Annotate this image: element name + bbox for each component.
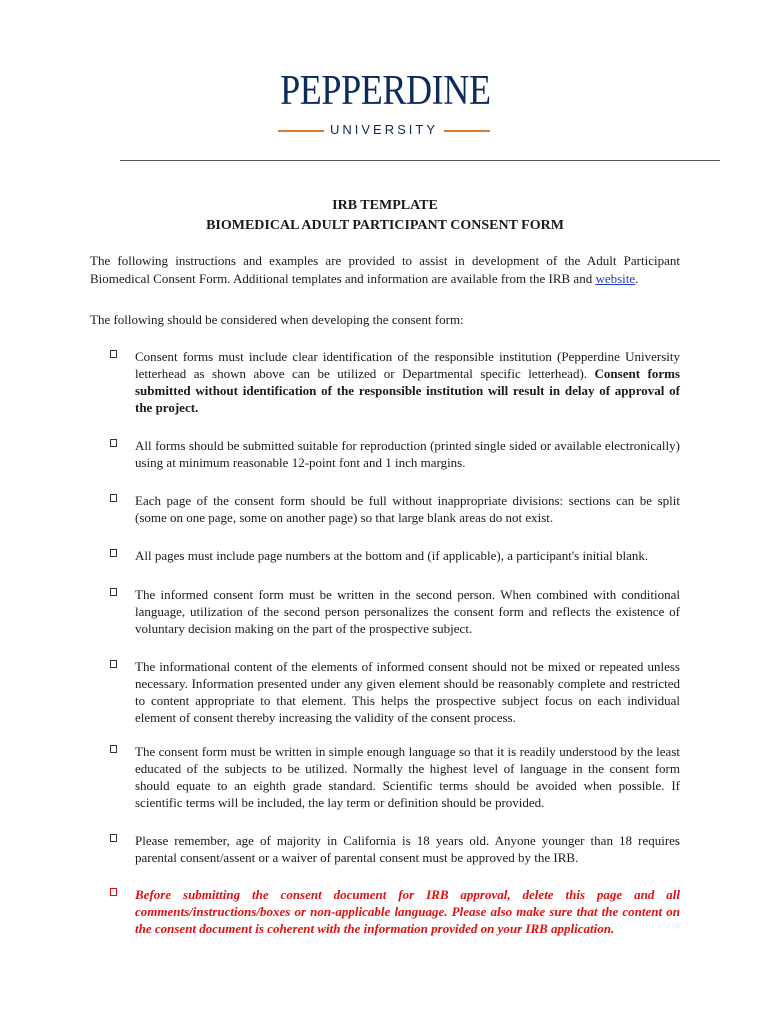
website-link[interactable]: website [595, 271, 636, 286]
logo-rule-left [278, 130, 324, 132]
list-item: Please remember, age of majority in California is 18 years old. Anyone younger than 18 requires parental consent/assent or a waiver of parental consent must be approved by the IRB. [110, 832, 680, 866]
checkbox-icon [110, 834, 117, 842]
list-item: The informed consent form must be written in the second person. When combined with conditional language, utilization of the second person personalizes the consent form and reflects the existence of voluntary decision making on the part of the prospective subject. [110, 586, 680, 637]
checkbox-icon [110, 888, 117, 896]
checkbox-icon [110, 745, 117, 753]
list-item: All forms should be submitted suitable for reproduction (printed single sided or available electronically) using at minimum reasonable 12-point font and 1 inch margins. [110, 437, 680, 471]
intro-paragraph: The following instructions and examples are provided to assist in development of the Adult Participant Biomedical Consent Form. Additional templates and information are available from the IRB and website. [90, 253, 680, 286]
list-item: The consent form must be written in simple enough language so that it is readily understood by the least educated of the subjects to be utilized. Normally the highest level of language in the consent form should equate to an eighth grade standard. Scientific terms should be avoided when possible. If scientific terms will be included, the lay term or definition should be provided. [110, 743, 680, 811]
document-title: IRB TEMPLATE [332, 198, 438, 213]
logo-subline [278, 120, 490, 140]
checkbox-icon [110, 549, 117, 557]
list-item: Each page of the consent form should be full without inappropriate divisions: sections can be split (some on one page, some on another page) so that large blank areas do not exist. [110, 492, 680, 526]
logo-university-text: UNIVERSITY [329, 122, 438, 137]
checkbox-icon [110, 439, 117, 447]
list-item: All pages must include page numbers at the bottom and (if applicable), a participant's initial blank. [110, 547, 680, 564]
logo-wordmark: PEPPERDINE [279, 68, 491, 114]
checkbox-icon [110, 588, 117, 596]
header-divider [120, 160, 720, 161]
considered-heading: The following should be considered when developing the consent form: [90, 312, 464, 327]
document-subtitle: BIOMEDICAL ADULT PARTICIPANT CONSENT FORM [206, 218, 564, 233]
list-item: Before submitting the consent document for IRB approval, delete this page and all comments/instructions/boxes or non-applicable language. Please also make sure that the content on the consent document is coherent with the information provided on your IRB application. [110, 886, 680, 937]
checkbox-icon [110, 350, 117, 358]
list-item: The informational content of the elements of informed consent should not be mixed or repeated unless necessary. Information presented under any given element should be reasonably complete and restricted to content appropriate to that element. This helps the prospective subject focus on each individual element of consent thereby increasing the validity of the consent process. [110, 658, 680, 726]
logo-rule-right [444, 130, 490, 132]
checkbox-icon [110, 660, 117, 668]
checkbox-icon [110, 494, 117, 502]
list-item: Consent forms must include clear identification of the responsible institution (Pepperdine University letterhead as shown above can be utilized or Departmental specific letterhead). Consent forms submitted without identification of the responsible institution will result in delay of approval of the project. [110, 348, 680, 416]
